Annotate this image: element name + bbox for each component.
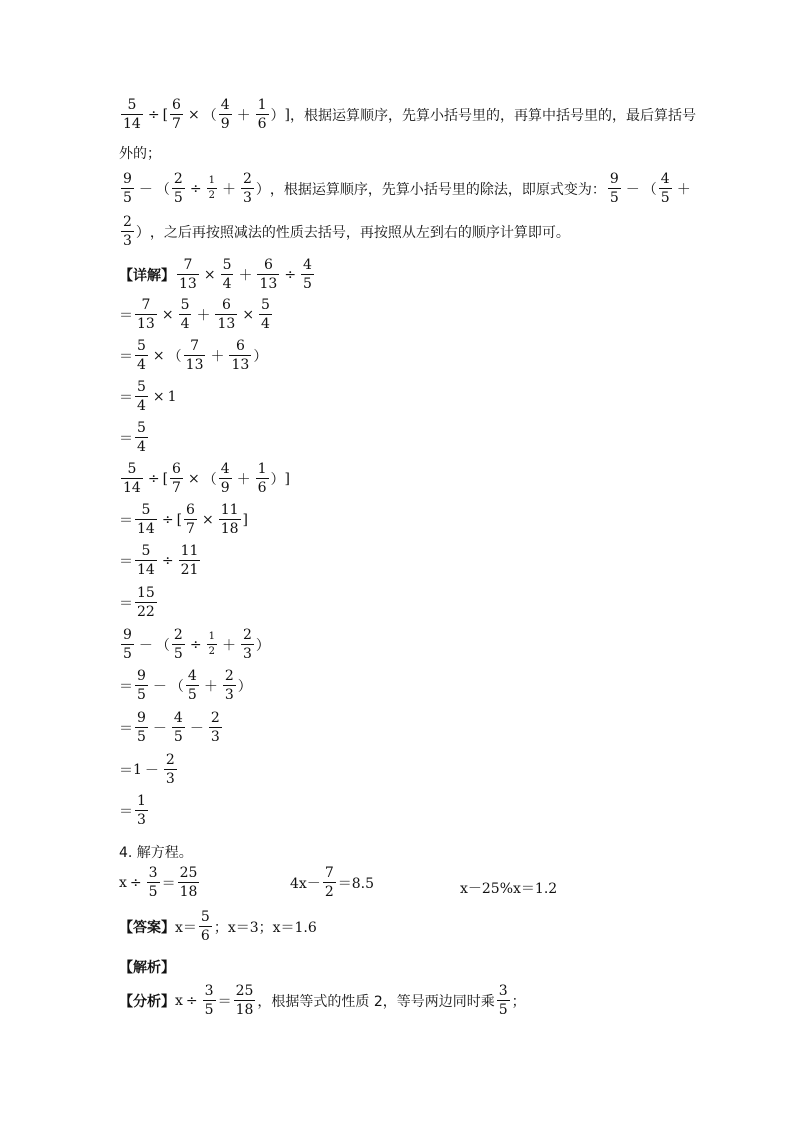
denominator: 13 (179, 276, 197, 292)
numerator: 6 (172, 97, 181, 113)
numerator: 2 (210, 710, 220, 726)
detail-line-6 (119, 462, 290, 495)
numerator: 4 (220, 461, 230, 477)
fraction (186, 669, 199, 702)
denominator: 3 (242, 646, 252, 662)
fraction (164, 753, 177, 786)
fraction (207, 176, 217, 201)
fraction (135, 339, 148, 372)
numerator: 9 (123, 627, 132, 643)
denominator: 3 (210, 729, 220, 745)
denominator: 5 (137, 687, 146, 703)
times-sign: × (242, 306, 255, 323)
fraction (241, 628, 254, 661)
numerator: 15 (137, 585, 155, 601)
fraction (121, 628, 134, 661)
left-bracket: [ (162, 106, 169, 123)
jiexi-line (119, 957, 175, 977)
plus-sign: ＋ (196, 307, 211, 324)
fraction (170, 462, 183, 495)
fraction (256, 462, 269, 495)
fraction (184, 339, 206, 372)
denominator: 5 (123, 646, 132, 662)
denominator: 6 (200, 928, 210, 944)
right-paren: ） (253, 348, 268, 365)
denominator: 5 (187, 687, 197, 703)
denominator: 4 (180, 316, 190, 332)
problem-4-title (119, 842, 193, 862)
denominator: 5 (660, 190, 670, 206)
eq-text: x－25%x＝1.2 (460, 881, 558, 897)
analysis-line-4 (119, 215, 570, 248)
equals-sign: ＝ (119, 389, 133, 406)
fraction (219, 462, 232, 495)
left-bracket: [ (162, 470, 169, 487)
times-sign: × (187, 106, 200, 123)
equals-sign: ＝ (119, 430, 133, 447)
number-one: 1 (167, 388, 177, 405)
right-paren: ） (255, 637, 270, 654)
right-bracket: ] (242, 511, 248, 528)
denominator: 21 (180, 562, 199, 578)
denominator: 7 (172, 480, 181, 496)
numerator: 9 (137, 710, 146, 726)
problem-4-eq-1 (119, 866, 201, 899)
plus-sign: ＋ (238, 267, 253, 284)
minus-sign: － (138, 637, 153, 654)
minus-sign: － (152, 720, 167, 737)
fenxi-text: ，根据等式的性质 2，等号两边同时乘 (257, 993, 495, 1010)
plus-sign: ＋ (236, 107, 251, 124)
numerator: 25 (179, 865, 198, 881)
denominator: 5 (498, 1002, 508, 1018)
left-paren: （ (167, 348, 182, 365)
denominator: 9 (220, 116, 230, 132)
times-sign: × (152, 388, 165, 405)
denominator: 5 (137, 729, 146, 745)
denominator: 5 (173, 729, 183, 745)
numerator: 5 (127, 461, 137, 477)
denominator: 3 (165, 771, 175, 787)
numerator: 6 (263, 257, 273, 273)
numerator: 9 (137, 668, 146, 684)
numerator: 2 (242, 627, 252, 643)
fraction (215, 298, 237, 331)
plus-sign: ＋ (210, 348, 225, 365)
numerator: 5 (127, 97, 137, 113)
times-sign: × (203, 266, 216, 283)
analysis-line-3 (119, 172, 694, 205)
numerator: 6 (235, 338, 245, 354)
detail-line-14 (119, 794, 150, 827)
analysis-line-1 (119, 98, 696, 131)
analysis-text: ，根据运算顺序，先算小括号里的，再算中括号里的，最后算括号 (290, 107, 696, 124)
div-sign: ÷ (189, 180, 202, 197)
denominator: 7 (172, 116, 181, 132)
fraction (135, 711, 148, 744)
denominator: 5 (173, 646, 183, 662)
left-bracket: [ (176, 511, 183, 528)
numerator: 5 (261, 297, 270, 313)
fraction (172, 711, 185, 744)
fraction (135, 586, 157, 619)
denominator: 13 (259, 276, 278, 292)
fraction (121, 172, 134, 205)
answer-label: 【答案】 (119, 919, 175, 936)
detail-label: 【详解】 (119, 267, 175, 284)
right-paren: ） (270, 471, 285, 488)
fraction (172, 172, 185, 205)
equals-sign: ＝ (119, 307, 133, 324)
fraction (172, 628, 185, 661)
denominator: 5 (303, 276, 312, 292)
numerator: 9 (123, 171, 132, 187)
numerator: 2 (173, 171, 183, 187)
numerator: 5 (222, 257, 232, 273)
numerator: 7 (324, 865, 334, 881)
denominator: 14 (137, 521, 155, 537)
detail-line-1 (119, 258, 316, 291)
detail-line-8 (119, 544, 202, 577)
fraction (135, 669, 148, 702)
numerator: 2 (224, 668, 234, 684)
times-sign: × (161, 306, 174, 323)
numerator: 1 (257, 461, 267, 477)
denominator: 5 (148, 884, 158, 900)
equals-sign: ＝ (161, 875, 176, 892)
eq-text: ＝8.5 (337, 875, 374, 892)
numerator: 2 (173, 627, 183, 643)
fraction (135, 544, 157, 577)
fraction (199, 910, 212, 943)
fraction (135, 503, 157, 536)
numerator: 4 (173, 710, 183, 726)
fraction (209, 711, 222, 744)
denominator: 13 (185, 357, 204, 373)
right-paren: ） (135, 224, 150, 241)
left-paren: （ (202, 107, 217, 124)
plus-sign: ＋ (221, 181, 236, 198)
numerator: 5 (141, 502, 151, 518)
fraction (178, 866, 200, 899)
numerator: 3 (204, 983, 214, 999)
fraction (135, 380, 148, 413)
denominator: 14 (137, 562, 155, 578)
fraction (223, 669, 236, 702)
times-sign: × (152, 347, 165, 364)
fraction (147, 866, 160, 899)
numerator: 4 (220, 97, 230, 113)
numerator: 9 (609, 171, 619, 187)
fraction (121, 98, 143, 131)
denominator: 18 (179, 884, 198, 900)
denominator: 5 (173, 190, 183, 206)
numerator: 5 (137, 379, 146, 395)
plus-sign: ＋ (236, 471, 251, 488)
right-paren: ） (270, 107, 285, 124)
fenxi-label: 【分析】 (119, 993, 175, 1010)
detail-line-11 (119, 669, 252, 702)
fraction (659, 172, 672, 205)
answer-text: x＝ (175, 919, 197, 936)
fraction (221, 258, 234, 291)
numerator: 7 (183, 257, 193, 273)
right-paren: ） (255, 181, 270, 198)
fraction (323, 866, 336, 899)
times-sign: × (201, 511, 214, 528)
detail-line-5 (119, 421, 150, 454)
fraction (219, 98, 232, 131)
denominator: 4 (261, 316, 270, 332)
div-sign: ÷ (189, 636, 202, 653)
numerator: 2 (165, 752, 175, 768)
fraction (257, 258, 279, 291)
fraction (135, 421, 148, 454)
minus-sign: － (138, 181, 153, 198)
denominator: 13 (231, 357, 250, 373)
detail-line-13 (119, 753, 179, 786)
numerator: 6 (186, 502, 195, 518)
minus-sign: － (189, 720, 204, 737)
equals-sign: ＝ (119, 553, 133, 570)
fraction (241, 172, 254, 205)
denominator: 3 (137, 812, 146, 828)
fraction (234, 984, 256, 1017)
denominator: 4 (137, 357, 146, 373)
numerator: 4 (303, 257, 312, 273)
minus-sign: － (625, 181, 640, 198)
plus-sign: ＋ (221, 637, 236, 654)
detail-line-7 (119, 503, 248, 536)
detail-line-10 (119, 628, 270, 661)
minus-sign: － (144, 762, 159, 779)
problem-4-eq-2 (290, 866, 374, 899)
fraction (179, 544, 201, 577)
numerator: 5 (141, 543, 151, 559)
left-paren: （ (202, 471, 217, 488)
fraction (207, 632, 217, 657)
left-paren: （ (169, 678, 184, 695)
denominator: 2 (208, 190, 215, 201)
numerator: 1 (257, 97, 267, 113)
fraction (135, 298, 157, 331)
denominator: 7 (186, 521, 195, 537)
numerator: 1 (208, 175, 215, 186)
numerator: 5 (137, 338, 146, 354)
fraction (608, 172, 621, 205)
numerator: 4 (187, 668, 197, 684)
equals-sign: ＝ (217, 993, 232, 1010)
answer-text: ；x＝3；x＝1.6 (213, 919, 317, 936)
denominator: 5 (609, 190, 619, 206)
detail-line-9 (119, 586, 159, 619)
eq-text: 4x－ (290, 875, 321, 892)
denominator: 6 (257, 116, 267, 132)
fraction (177, 258, 199, 291)
fraction (135, 794, 148, 827)
denominator: 2 (208, 646, 215, 657)
fraction (203, 984, 216, 1017)
problem-title: 4. 解方程。 (119, 845, 193, 861)
numerator: 7 (190, 338, 200, 354)
div-sign: ÷ (147, 470, 160, 487)
analysis-line-2 (119, 143, 161, 163)
analysis-text: 外的； (119, 146, 161, 162)
numerator: 11 (220, 502, 239, 518)
numerator: 2 (242, 171, 252, 187)
fraction (256, 98, 269, 131)
numerator: 6 (172, 461, 181, 477)
fraction (497, 984, 510, 1017)
denominator: 3 (123, 233, 132, 249)
denominator: 5 (123, 190, 132, 206)
analysis-text: ，之后再按照减法的性质去括号，再按照从左到右的顺序计算即可。 (149, 224, 570, 241)
numerator: 3 (148, 865, 158, 881)
plus-sign: ＋ (203, 678, 218, 695)
equals-sign: ＝ (119, 512, 133, 529)
div-sign: ÷ (147, 106, 160, 123)
detail-line-4 (119, 380, 177, 413)
denominator: 22 (137, 604, 155, 620)
numerator: 5 (137, 420, 146, 436)
div-sign: ÷ (129, 874, 142, 891)
denominator: 5 (204, 1002, 214, 1018)
numerator: 7 (141, 297, 151, 313)
fraction (184, 503, 197, 536)
denominator: 4 (222, 276, 232, 292)
denominator: 9 (220, 480, 230, 496)
fraction (179, 298, 192, 331)
left-paren: （ (155, 637, 170, 654)
fraction (121, 215, 134, 248)
numerator: 25 (235, 983, 254, 999)
variable-x: x (119, 874, 127, 891)
numerator: 4 (660, 171, 670, 187)
equals-sign: ＝ (119, 595, 133, 612)
numerator: 3 (498, 983, 508, 999)
equals-sign: ＝ (119, 720, 133, 737)
equals-sign: ＝ (119, 348, 133, 365)
fraction (301, 258, 314, 291)
equals-sign: ＝ (119, 678, 133, 695)
denominator: 3 (242, 190, 252, 206)
equals-sign: ＝ (119, 803, 133, 820)
detail-line-3 (119, 339, 267, 372)
minus-sign: － (152, 678, 167, 695)
div-sign: ÷ (161, 552, 174, 569)
denominator: 18 (220, 521, 239, 537)
denominator: 18 (235, 1002, 254, 1018)
fraction (170, 98, 183, 131)
fenxi-end: ； (511, 993, 526, 1010)
denominator: 13 (217, 316, 236, 332)
numerator: 1 (208, 631, 215, 642)
fraction (219, 503, 241, 536)
numerator: 11 (180, 543, 199, 559)
right-bracket: ] (284, 470, 290, 487)
variable-x: x (175, 992, 183, 1009)
div-sign: ÷ (185, 992, 198, 1009)
denominator: 14 (123, 480, 141, 496)
fraction (229, 339, 251, 372)
denominator: 4 (137, 398, 146, 414)
answer-line (119, 910, 317, 943)
detail-line-12 (119, 711, 224, 744)
problem-4-eq-3 (460, 878, 557, 898)
denominator: 13 (137, 316, 155, 332)
numerator: 6 (221, 297, 231, 313)
denominator: 4 (137, 439, 146, 455)
div-sign: ÷ (161, 511, 174, 528)
div-sign: ÷ (284, 266, 297, 283)
equals-sign: ＝ (119, 762, 133, 779)
denominator: 3 (224, 687, 234, 703)
denominator: 6 (257, 480, 267, 496)
detail-line-2 (119, 298, 274, 331)
plus-sign: ＋ (676, 181, 691, 198)
fraction (121, 462, 143, 495)
left-paren: （ (642, 181, 657, 198)
analysis-text: ，根据运算顺序，先算小括号里的除法，即原式变为： (269, 181, 606, 198)
numerator: 2 (123, 214, 132, 230)
jiexi-label: 【解析】 (119, 960, 175, 976)
right-paren: ） (237, 678, 252, 695)
numerator: 5 (180, 297, 190, 313)
numerator: 1 (137, 793, 146, 809)
numerator: 5 (200, 909, 210, 925)
left-paren: （ (155, 181, 170, 198)
fraction (259, 298, 272, 331)
denominator: 2 (324, 884, 334, 900)
number-one: 1 (133, 761, 142, 778)
right-bracket: ] (284, 106, 290, 123)
fenxi-line (119, 984, 526, 1017)
denominator: 14 (123, 116, 141, 132)
times-sign: × (187, 470, 200, 487)
